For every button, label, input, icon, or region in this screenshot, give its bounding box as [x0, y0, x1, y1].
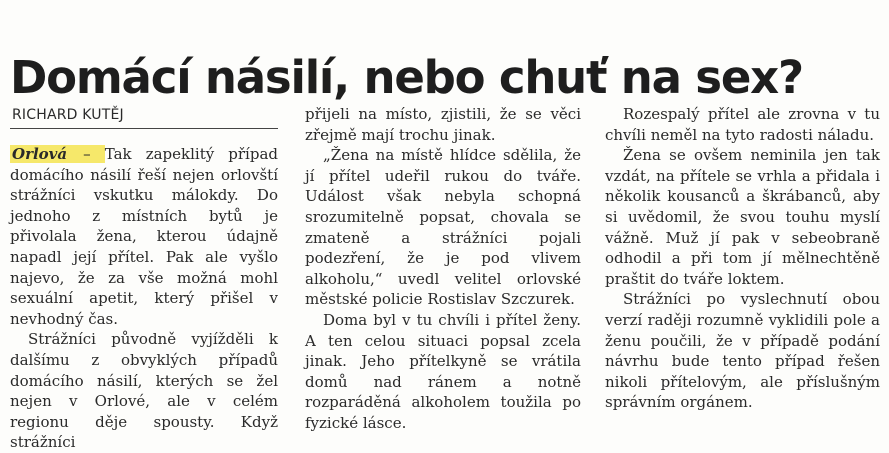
article-paragraph: Žena se ovšem neminila jen tak vzdát, na přítele se vrhla a přidala i několik kousanců a škrábanců, aby si uvědomil, že svou touhu myslí vážně. Muž jí pak v sebeobraně odhodil a při tom jí mělnechtěně praštit do tváře loktem.: [605, 146, 880, 288]
article-column-2: [305, 104, 581, 434]
paragraph-text: Tak zapeklitý případ domácího násilí řeší nejen orlovští strážníci vskutku málokdy. Do jednoho z místních bytů je přivolala žena, kterou údajně napadl její přítel. Pak ale vyšlo najevo, že za vše možná mohl sexuální apetit, který přišel v nevhodný čas.: [10, 145, 278, 328]
article-column-1: [10, 144, 278, 453]
article-byline: RICHARD KUTĚJ: [12, 107, 124, 123]
article-paragraph: Strážníci původně vyjížděli k dalšímu z obvyklých případů domácího násilí, kterých se žel nejen v Orlové, ale v celém regionu děje spousty. Když strážníci: [10, 330, 278, 452]
dateline-dash: –: [69, 145, 105, 163]
dateline-place: Orlová: [12, 145, 68, 163]
article-headline: Domácí násilí, nebo chuť na sex?: [10, 51, 803, 105]
byline-divider: [10, 128, 278, 129]
article-paragraph: „Žena na místě hlídce sdělila, že jí přítel udeřil rukou do tváře. Událost však nebyla schopná srozumitelně popsat, chovala se zmateně a strážníci pojali podezření, že je pod vlivem alkoholu,“ uvedl velitel orlovské městské policie Rostislav Szczurek.: [305, 146, 581, 309]
article-column-3: [605, 104, 880, 413]
article-paragraph: [10, 144, 278, 329]
article-paragraph: Doma byl v tu chvíli i přítel ženy. A ten celou situaci popsal zcela jinak. Jeho přítelkyně se vrátila domů nad ránem a notně rozparáděná alkoholem toužila po fyzické lásce.: [305, 310, 581, 432]
article-paragraph: Rozespalý přítel ale zrovna v tu chvíli neměl na tyto radosti náladu.: [605, 105, 880, 144]
article-paragraph: Strážníci po vyslechnutí obou verzí raději rozumně vyklidili pole a ženu poučili, že v případě podání návrhu bude tento případ řešen nikoli přítelovým, ale příslušným správním orgánem.: [605, 290, 880, 412]
article-paragraph: přijeli na místo, zjistili, že se věci zřejmě mají trochu jinak.: [305, 105, 581, 144]
